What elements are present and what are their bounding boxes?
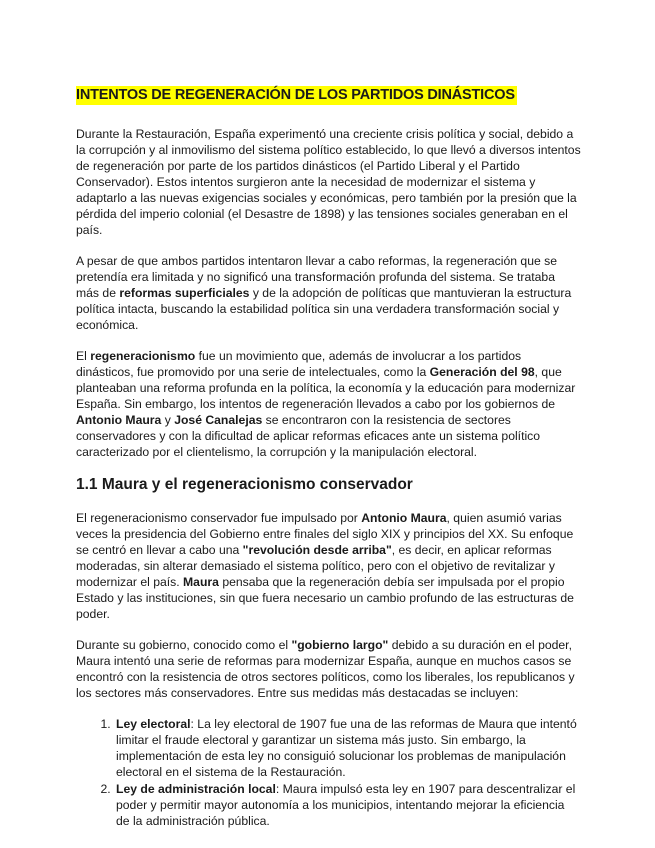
bold-term: "gobierno largo" [291, 638, 389, 652]
measures-list [76, 716, 581, 829]
bold-term: Antonio Maura [76, 413, 162, 427]
text-run: A pesar de que ambos partidos intentaron llevar a cabo reformas, la regeneración que se pretendía era limitada y no significó una transformación profunda del sistema. Se trataba más de [76, 254, 558, 300]
bold-term: Generación del 98 [429, 365, 535, 379]
bold-term: regeneracionismo [90, 349, 196, 363]
paragraph-limited-reforms [76, 253, 581, 333]
bold-term: José Canalejas [174, 413, 263, 427]
text-run: y de la adopción de políticas que mantuvieran la estructura política intacta, buscando la estabilidad política sin una verdadera transformación social y económica. [76, 286, 572, 332]
bold-term: reformas superficiales [119, 286, 250, 300]
text-run: , es decir, en aplicar reformas moderadas, sin alterar demasiado el sistema político, pero con el objetivo de revitalizar y modernizar el país. [76, 543, 555, 589]
list-item [114, 716, 581, 780]
bold-term: "revolución desde arriba" [242, 543, 392, 557]
text-run: y [161, 413, 175, 427]
paragraph-gobierno-largo [76, 637, 581, 701]
text-run: Durante su gobierno, conocido como el [76, 638, 292, 652]
paragraph-regeneracionismo [76, 348, 581, 460]
text-run: debido a su duración en el poder, Maura intentó una serie de reformas para modernizar España, aunque en muchos casos se encontró con la resistencia de otros sectores políticos, como los liberales, los republicanos y los sectores más conservadores. Entre sus medidas más destacadas se incluyen: [76, 638, 575, 700]
text-run: pensaba que la regeneración debía ser impulsada por el propio Estado y las instituciones, sin que fuera necesario un cambio profundo de las estructuras de poder. [76, 575, 574, 621]
bold-term: Antonio Maura [361, 511, 447, 525]
paragraph-intro: Durante la Restauración, España experimentó una creciente crisis política y social, debido a la corrupción y al inmovilismo del sistema político establecido, lo que llevó a diversos intentos de regeneración por parte de los partidos dinásticos (el Partido Liberal y el Partido Conservador). Estos intentos surgieron ante la necesidad de modernizar el sistema y adaptarlo a las nuevas exigencias sociales y económicas, pero también por la presión que la pérdida del imperio colonial (el Desastre de 1898) y las tensiones sociales generaban en el país. [76, 127, 581, 237]
list-item-term: Ley de administración local [116, 782, 276, 796]
document-title: INTENTOS DE REGENERACIÓN DE LOS PARTIDOS DINÁSTICOS [76, 87, 515, 103]
list-item-text: : La ley electoral de 1907 fue una de las reformas de Maura que intentó limitar el fraude electoral y garantizar un sistema más justo. Sin embargo, la implementación de esta ley no consiguió solucionar los problemas de manipulación electoral en el sistema de la Restauración. [116, 717, 577, 779]
text-run: El [76, 349, 91, 363]
text-run: El regeneracionismo conservador fue impulsado por [76, 511, 362, 525]
text-run: fue un movimiento que, además de involucrar a los partidos dinásticos, fue promovido por una serie de intelectuales, como la [76, 349, 522, 379]
paragraph-maura [76, 510, 581, 622]
text-run: , que planteaban una reforma profunda en la política, la economía y la educación para modernizar España. Sin embargo, los intentos de regeneración llevados a cabo por los gobiernos de [76, 365, 576, 411]
list-item-term: Ley electoral [116, 717, 191, 731]
document-page [76, 86, 581, 830]
bold-term: Maura [183, 575, 219, 589]
text-run: , quien asumió varias veces la presidencia del Gobierno entre finales del siglo XIX y principios del XX. Su enfoque se centró en llevar a cabo una [76, 511, 574, 557]
list-item [114, 781, 581, 829]
section-heading: 1.1 Maura y el regeneracionismo conservador [76, 476, 413, 493]
list-item-text: : Maura impulsó esta ley en 1907 para descentralizar el poder y permitir mayor autonomía a los municipios, intentando mejorar la eficiencia de la administración pública. [116, 782, 576, 828]
text-run: se encontraron con la resistencia de sectores conservadores y con la dificultad de aplicar reformas eficaces ante un sistema político caracterizado por el clientelismo, la corrupción y la manipulación electoral. [76, 413, 541, 459]
